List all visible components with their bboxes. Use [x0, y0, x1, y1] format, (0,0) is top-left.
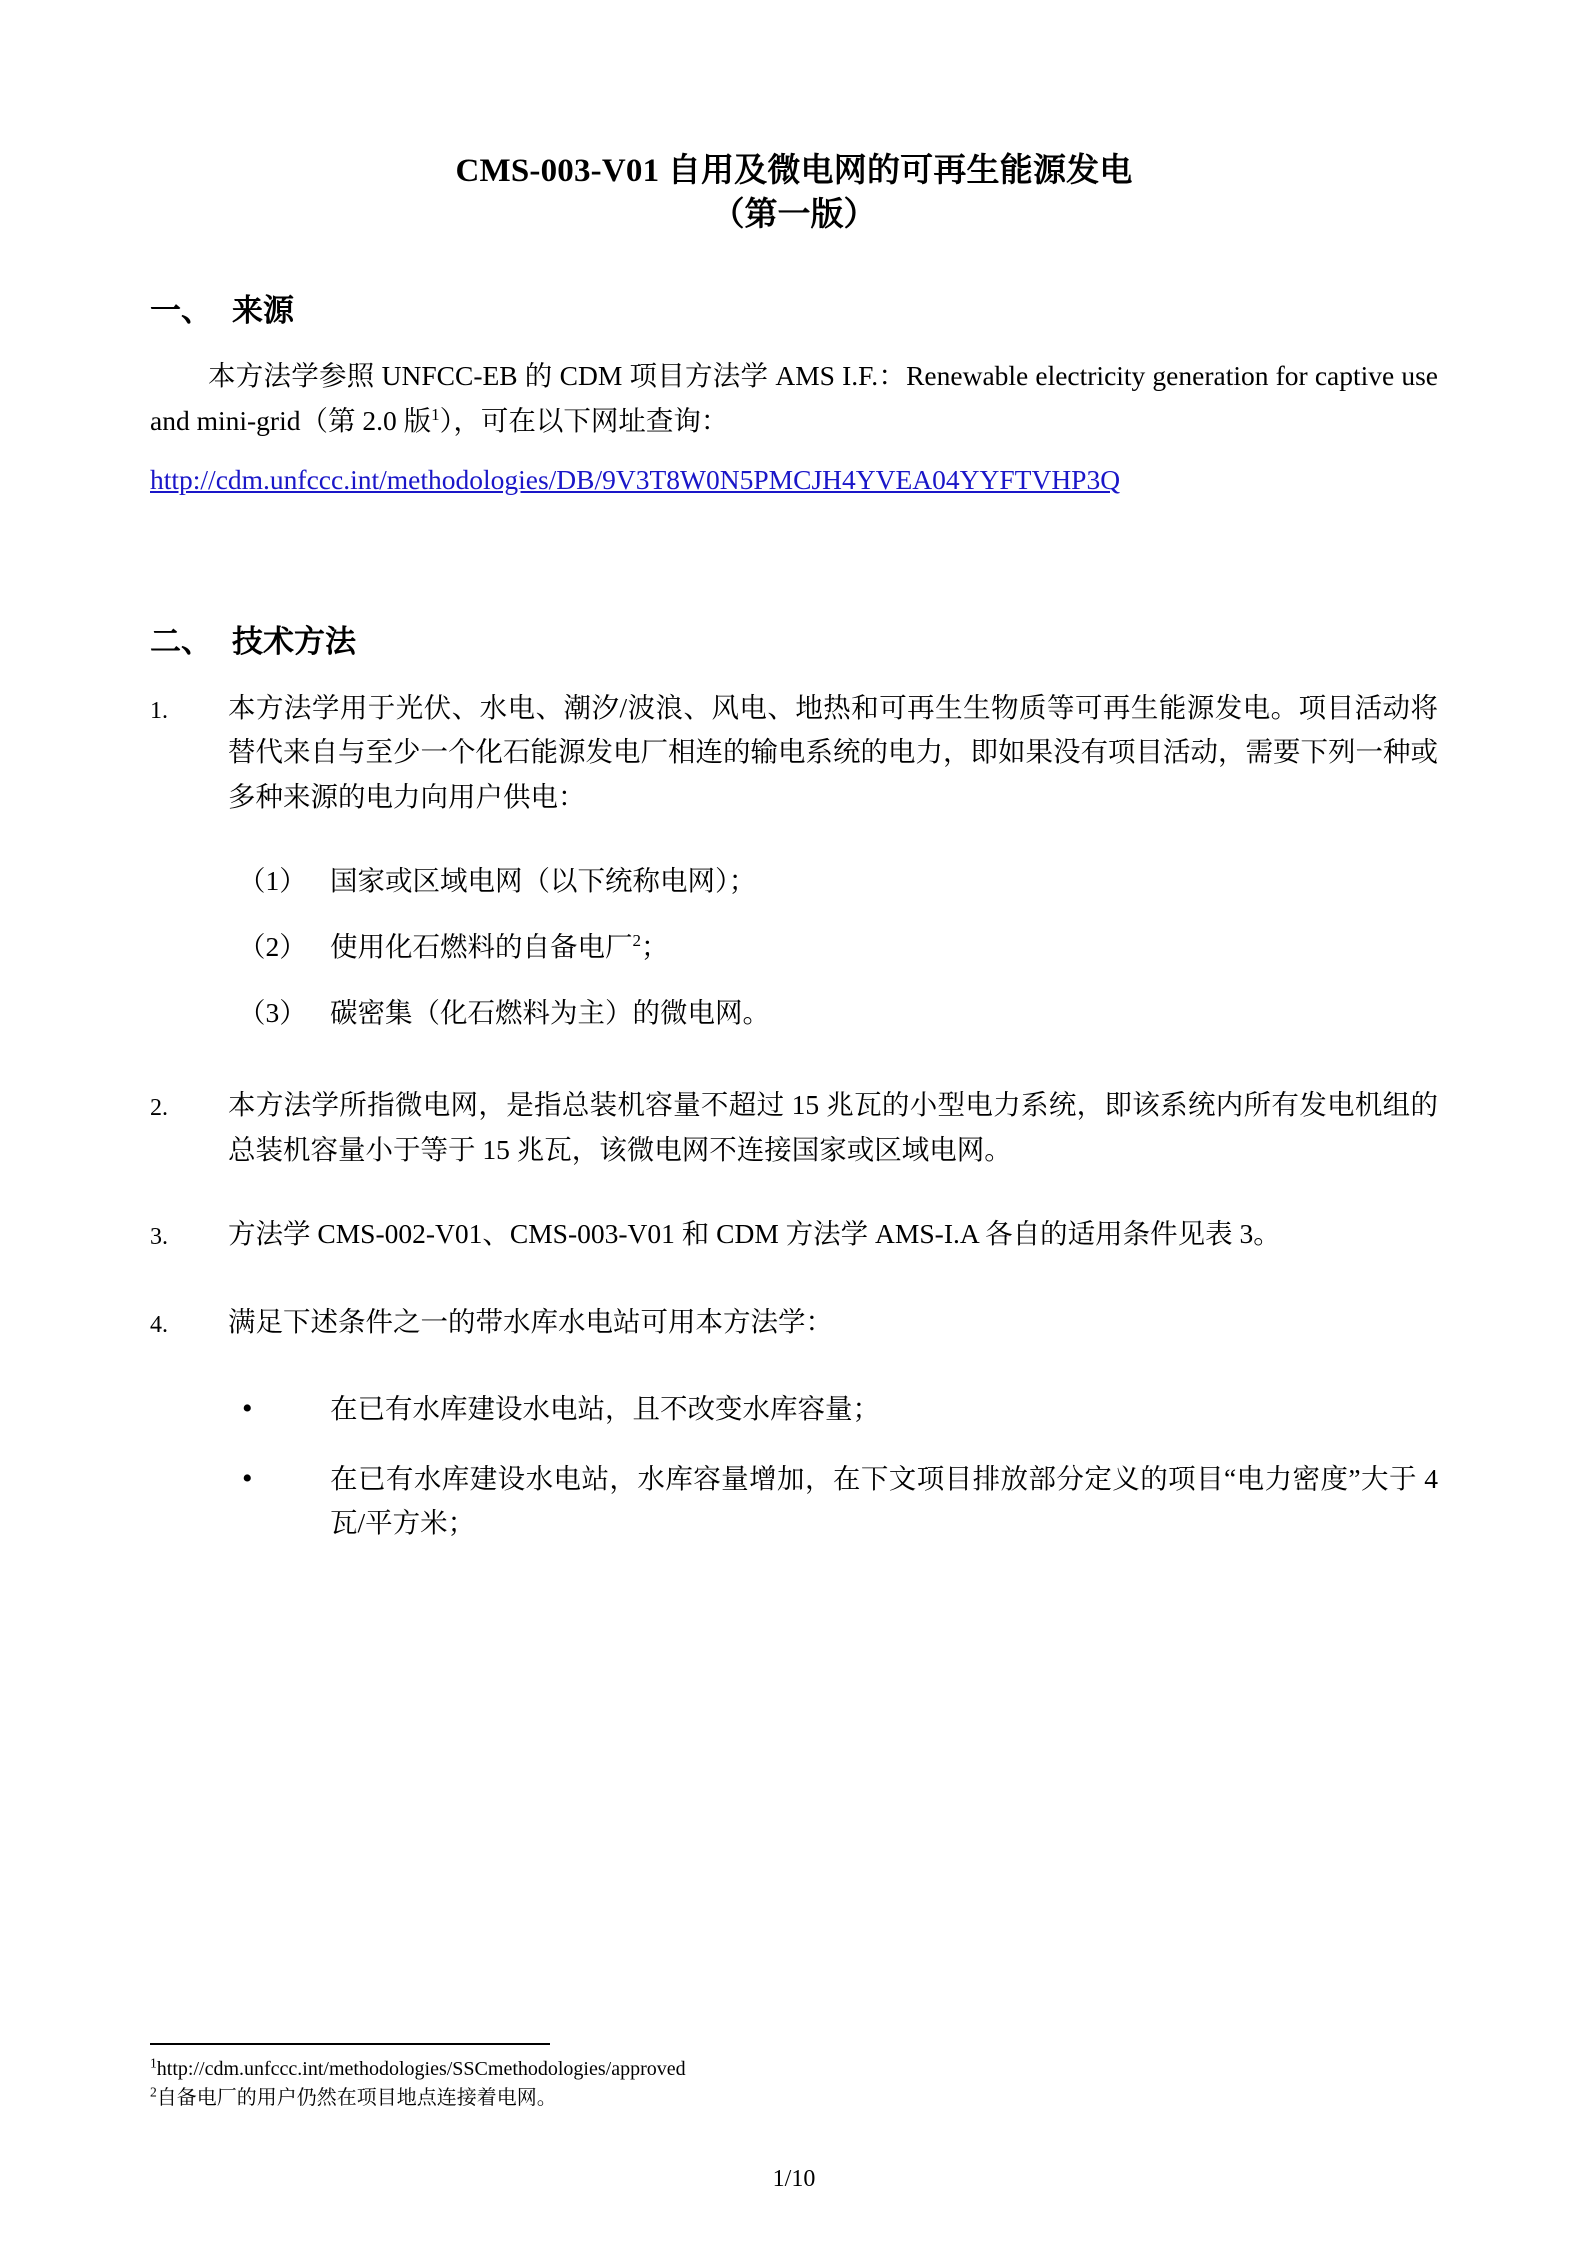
- sub-list-item-text: 国家或区域电网（以下统称电网）；: [330, 865, 757, 897]
- list-item-marker: 2.: [150, 1095, 168, 1122]
- source-link-paragraph: [150, 458, 1438, 503]
- section-heading-source: [150, 289, 1438, 332]
- bullet-list-item-text: 在已有水库建设水电站，且不改变水库容量；: [330, 1393, 880, 1425]
- spacer: [150, 1361, 1438, 1387]
- spacer: [150, 1274, 1438, 1300]
- footnote-ref-2: 2: [632, 931, 642, 950]
- section-title-1: 来源: [232, 293, 294, 329]
- sub-list-item-text-2: ；: [641, 931, 669, 963]
- sub-list-item-marker: （2）: [238, 931, 307, 963]
- footnote-text-2: 自备电厂的用户仍然在项目地点连接着电网。: [156, 2087, 557, 2109]
- footnote-area: [150, 2043, 1438, 2113]
- bullet-dot-icon: •: [242, 1462, 253, 1496]
- source-paragraph: [150, 354, 1438, 443]
- list-item-text: 方法学 CMS-002-V01、CMS-003-V01 和 CDM 方法学 AMS-I.A 各自的适用条件见表 3。: [228, 1218, 1281, 1250]
- bullet-list-item: [150, 1387, 1438, 1431]
- footnote-2: [150, 2084, 1438, 2113]
- section-number-1: 一、: [150, 293, 212, 329]
- list-item: [150, 1083, 1438, 1172]
- source-paragraph-text-2: ），可在以下网址查询：: [439, 405, 729, 437]
- list-item-marker: 4.: [150, 1311, 168, 1338]
- list-item-text: 满足下述条件之一的带水库水电站可用本方法学：: [228, 1305, 833, 1337]
- list-item: [150, 686, 1438, 820]
- page-number: 1/10: [772, 2166, 816, 2192]
- sub-list-item: [150, 925, 1438, 969]
- document-title: CMS-003-V01 自用及微电网的可再生能源发电: [455, 153, 1133, 189]
- footnote-1: [150, 2055, 1438, 2084]
- footnote-separator: [150, 2043, 550, 2045]
- spacer: [150, 833, 1438, 859]
- list-item: [150, 1300, 1438, 1347]
- sub-list-item-text: [330, 925, 1438, 969]
- bullet-marker: [242, 1457, 330, 1501]
- spacer: [150, 1057, 1438, 1083]
- methodology-link[interactable]: http://cdm.unfccc.int/methodologies/DB/9V3T8W0N5PMCJH4YVEA04YYFTVHP3Q: [150, 463, 1121, 495]
- sub-list-item-text-1: 使用化石燃料的自备电厂: [330, 931, 633, 963]
- sub-list-item-marker: （3）: [238, 997, 307, 1029]
- section-title-2: 技术方法: [232, 624, 356, 660]
- bullet-marker: [242, 1387, 330, 1431]
- source-paragraph-text-1: 本方法学参照 UNFCC-EB 的 CDM 项目方法学 AMS I.F.：Renewable electricity generation for captive use and mini-grid（第 2.0 版: [150, 360, 1438, 437]
- footnote-number-1: 1: [150, 2055, 157, 2071]
- list-item-marker: 1.: [150, 697, 168, 724]
- list-item-text: 本方法学用于光伏、水电、潮汐/波浪、风电、地热和可再生生物质等可再生能源发电。项目活动将替代来自与至少一个化石能源发电厂相连的输电系统的电力，即如果没有项目活动，需要下列一种或多种来源的电力向用户供电：: [228, 691, 1438, 812]
- bullet-list-item: [150, 1457, 1438, 1545]
- list-item-text: 本方法学所指微电网，是指总装机容量不超过 15 兆瓦的小型电力系统，即该系统内所有发电机组的总装机容量小于等于 15 兆瓦，该微电网不连接国家或区域电网。: [228, 1089, 1438, 1165]
- spacer: [150, 516, 1438, 580]
- section-number-2: 二、: [150, 624, 212, 660]
- footnote-ref-1: 1: [431, 404, 440, 424]
- bullet-dot-icon: •: [242, 1392, 253, 1426]
- section-heading-technical-method: [150, 620, 1438, 663]
- sub-list-item-marker: （1）: [238, 865, 307, 897]
- footnote-text-1: http://cdm.unfccc.int/methodologies/SSCmethodologies/approved: [156, 2058, 686, 2080]
- document-subtitle: （第一版）: [711, 196, 877, 233]
- sub-list-item: [150, 991, 1438, 1035]
- sub-list-item-text: 碳密集（化石燃料为主）的微电网。: [330, 997, 770, 1029]
- sub-list-item: [150, 859, 1438, 903]
- footnote-number-2: 2: [150, 2084, 157, 2100]
- list-item: [150, 1212, 1438, 1259]
- list-item-marker: 3.: [150, 1224, 168, 1251]
- spacer: [150, 1186, 1438, 1212]
- bullet-list-item-text: 在已有水库建设水电站，水库容量增加，在下文项目排放部分定义的项目“电力密度”大于 4 瓦/平方米；: [330, 1463, 1438, 1539]
